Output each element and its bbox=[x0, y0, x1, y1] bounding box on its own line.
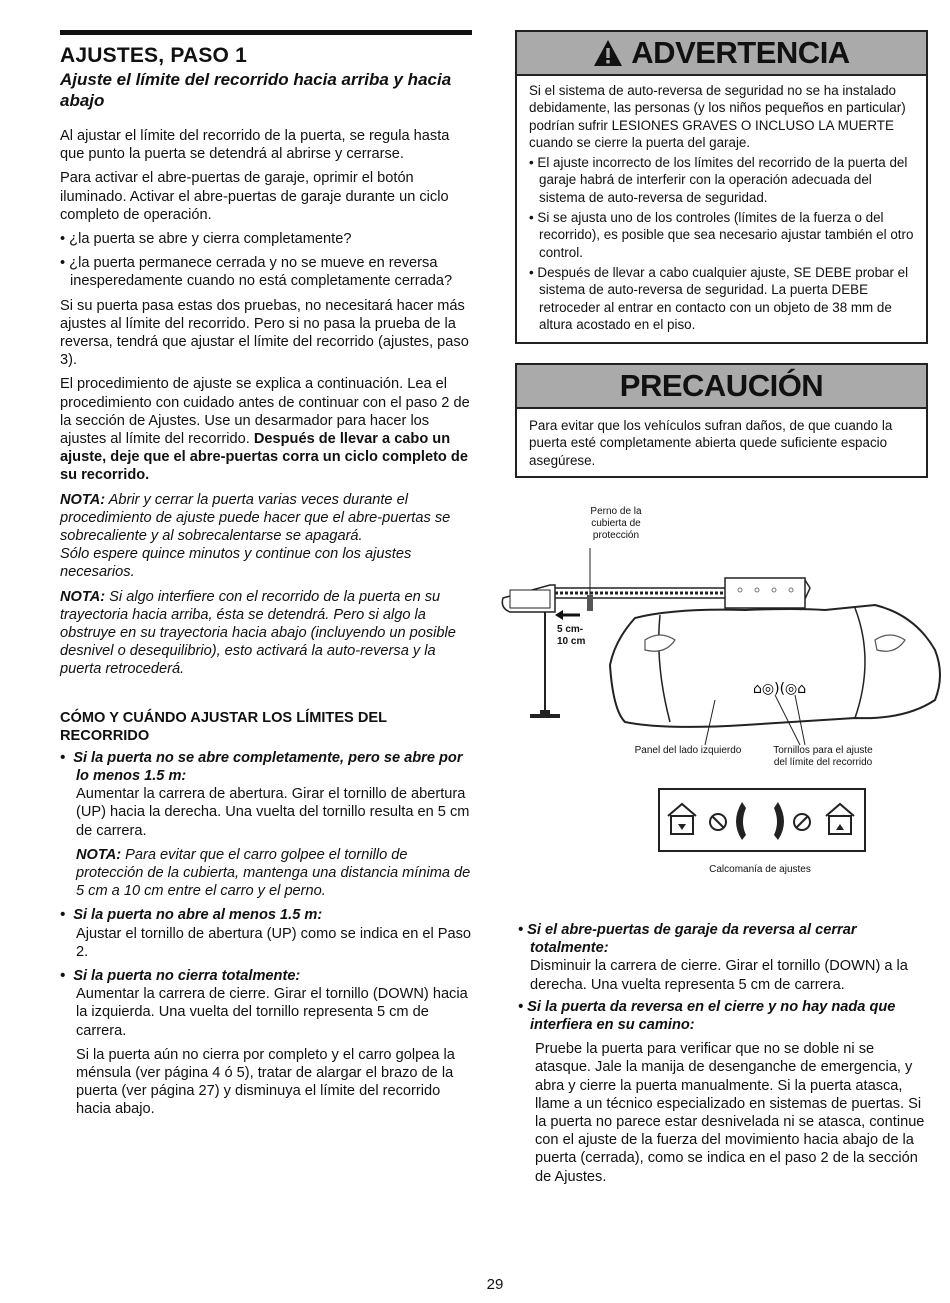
label-distance-line2: 10 cm bbox=[557, 636, 586, 647]
carriage-body bbox=[510, 590, 550, 608]
caution-title: PRECAUCIÓN bbox=[619, 368, 824, 403]
house-down-icon bbox=[668, 804, 696, 834]
page-number: 29 bbox=[486, 1276, 504, 1293]
paragraph: Para activar el abre-puertas de garaje, oprimir el botón iluminado. Activar el abre-puertas de garaje durante un ciclo completo de operación. bbox=[60, 170, 449, 223]
note-label: NOTA: bbox=[60, 491, 106, 508]
label-decal: Calcomanía de ajustes bbox=[709, 864, 811, 875]
caution-header bbox=[517, 365, 926, 409]
warning-title: ADVERTENCIA bbox=[631, 35, 850, 70]
caution-text: Para evitar que los vehículos sufran daños, de que cuando la puerta esté completamente abierta quede suficiente espacio asegúrese. bbox=[529, 418, 893, 468]
note-text: Si algo interfiere con el recorrido de la puerta en su trayectoria hacia arriba, ésta se detendrá. Pero si algo la obstruye en su trayectoria hacia abajo (incluyendo un posible desnivel o desequilibrio), esto activará la auto-reversa y la puerta retrocederá. bbox=[60, 588, 456, 678]
cover-bolt bbox=[587, 595, 593, 611]
case-heading-text: Si el abre-puertas de garaje da reversa al cerrar totalmente: bbox=[527, 922, 857, 957]
note bbox=[60, 491, 472, 582]
warning-item-text: El ajuste incorrecto de los límites del recorrido de la puerta del garaje habrá de interferir con la operación adecuada del sistema de auto-reversa de seguridad. bbox=[537, 155, 908, 205]
warning-item: • Después de llevar a cabo cualquier ajuste, SE DEBE probar el sistema de auto-reversa de seguridad. La puerta DEBE retroceder al entrar en contacto con un objeto de 38 mm de altura acostado en el piso. bbox=[529, 264, 909, 332]
screw-icon bbox=[710, 814, 726, 830]
limit-screws-icon: ⌂◎)(◎⌂ bbox=[753, 681, 807, 697]
right-bottom-text bbox=[518, 921, 928, 1186]
label-distance bbox=[557, 624, 585, 648]
case-text: Pruebe la puerta para verificar que no se doble ni se atasque. Jale la manija de desenganche de emergencia, y abra y cierre la puerta manualmente. Si la puerta atasca, llame a un técnico especializado en sistemas de puertas. Si la puerta no parece estar desnivelada ni se atasca, continue con el ajuste de la fuerza del movimiento hacia abajo de la puerta (cerrada), como se indica en el paso 2 de la sección de Ajustes. bbox=[535, 1041, 925, 1185]
left-column bbox=[60, 30, 472, 1125]
case-heading-text: Si la puerta no abre al menos 1.5 m: bbox=[73, 907, 323, 924]
bullet-item: • ¿la puerta se abre y cierra completamente? bbox=[60, 231, 352, 248]
paragraph-text: El procedimiento de ajuste se explica a continuación. Lea el procedimiento con cuidado antes de continuar con el paso 2 de la sección de Ajustes. Use un desarmador para hacer los ajustes al límite del recorrido. bbox=[60, 376, 470, 448]
distance-arrow-head bbox=[555, 610, 563, 620]
body-text bbox=[60, 127, 472, 1119]
house-up-icon bbox=[826, 804, 854, 834]
note-label: NOTA: bbox=[76, 846, 122, 863]
note-text: Abrir y cerrar la puerta varias veces durante el procedimiento de ajuste puede hacer que el abre-puertas se sobrecaliente y al sobrecalentarse se apagará. bbox=[60, 491, 451, 545]
case-text: Ajustar el tornillo de abertura (UP) como se indica en el Paso 2. bbox=[76, 925, 472, 960]
note bbox=[60, 846, 472, 901]
note-text: Sólo espere quince minutos y continue con los ajustes necesarios. bbox=[60, 546, 412, 581]
label-left-panel: Panel del lado izquierdo bbox=[634, 745, 742, 756]
warning-item-text: Si se ajusta uno de los controles (límites de la fuerza o del recorrido), es posible que sea necesario ajustar también el otro control. bbox=[537, 210, 914, 260]
case-heading-text: Si la puerta no se abre completamente, pero se abre por lo menos 1.5 m: bbox=[73, 749, 463, 784]
warning-header bbox=[517, 32, 926, 76]
subsection-heading: CÓMO Y CUÁNDO AJUSTAR LOS LÍMITES DEL RECORRIDO bbox=[60, 709, 387, 744]
case-heading: • Si la puerta da reversa en el cierre y no hay nada que interfiera en su camino: bbox=[518, 998, 896, 1034]
warning-triangle-icon bbox=[593, 39, 623, 67]
case-text: Aumentar la carrera de abertura. Girar el tornillo de abertura (UP) hacia la derecha. Una vuelta del tornillo resulta en 5 cm de carrera. bbox=[76, 786, 470, 839]
paragraph: Si su puerta pasa estas dos pruebas, no necesitará hacer más ajustes al límite del recorrido. Pero si no pasa la prueba de la reversa, tendrá que ajustar el límite del recorrido (ajustes, paso 3). bbox=[60, 297, 469, 369]
decal-symbols bbox=[660, 790, 864, 850]
caution-box bbox=[515, 363, 928, 478]
warning-item: • Si se ajusta uno de los controles (límites de la fuerza o del recorrido), es posible que sea necesario ajustar también el otro control. bbox=[529, 210, 914, 260]
case-heading-text: Si la puerta no cierra totalmente: bbox=[73, 967, 301, 984]
warning-box bbox=[515, 30, 928, 344]
bullet-item: • ¿la puerta permanece cerrada y no se mueve en reversa inesperedamente cuando no está completamente cerrada? bbox=[60, 255, 453, 290]
case-heading: • Si la puerta no se abre completamente, pero se abre por lo menos 1.5 m: bbox=[60, 749, 463, 784]
note-text: Para evitar que el carro golpee el tornillo de protección de la cubierta, mantenga una distancia mínima de 5 cm a 10 cm entre el carro y el perno. bbox=[76, 846, 471, 900]
screw-icon bbox=[794, 814, 810, 830]
note bbox=[60, 588, 472, 679]
case-text: Si la puerta aún no cierra por completo y el carro golpea la ménsula (ver página 4 ó 5), tratar de alargar el brazo de la puerta (ver página 27) y disminuya el límite del recorrido hacia abajo. bbox=[76, 1046, 455, 1118]
case-heading: • Si la puerta no abre al menos 1.5 m: bbox=[60, 907, 323, 924]
case-text: Aumentar la carrera de cierre. Girar el tornillo (DOWN) hacia la izquierda. Una vuelta del tornillo representa 5 cm de carrera. bbox=[76, 986, 468, 1039]
section-heading: AJUSTES, PASO 1 bbox=[60, 44, 247, 67]
case-heading: • Si el abre-puertas de garaje da reversa al cerrar totalmente: bbox=[518, 922, 857, 957]
label-cover-bolt: Perno de la cubierta de protección bbox=[590, 506, 642, 541]
bullet-text: ¿la puerta permanece cerrada y no se mueve en reversa inesperedamente cuando no está completamente cerrada? bbox=[69, 255, 453, 290]
label-distance-line1: 5 cm- bbox=[557, 624, 584, 635]
housing-top bbox=[725, 578, 805, 608]
adjustment-decal bbox=[658, 788, 866, 852]
door-bracket bbox=[530, 714, 560, 718]
warning-item-text: Después de llevar a cabo cualquier ajuste, SE DEBE probar el sistema de auto-reversa de seguridad. La puerta DEBE retroceder al entrar en contacto con un objeto de 38 mm de altura acostado en el piso. bbox=[537, 264, 909, 332]
case-text: Disminuir la carrera de cierre. Girar el tornillo (DOWN) a la derecha. Una vuelta representa 5 cm de carrera. bbox=[530, 958, 908, 993]
warning-text bbox=[517, 76, 926, 333]
paragraph bbox=[60, 375, 472, 484]
rotate-left-icon bbox=[736, 802, 746, 840]
note-label: NOTA: bbox=[60, 588, 106, 605]
paragraph-bold-text: Después de llevar a cabo un ajuste, deje que el abre-puertas corra un ciclo completo de su recorrido. bbox=[60, 431, 468, 484]
case-heading-text: Si la puerta da reversa en el cierre y no hay nada que interfiera en su camino: bbox=[527, 998, 896, 1034]
rotate-right-icon bbox=[774, 802, 784, 840]
top-rule bbox=[60, 30, 472, 35]
paragraph: Al ajustar el límite del recorrido de la puerta, se regula hasta que punto la puerta se detendrá al abrirse y cerrarse. bbox=[60, 128, 450, 163]
bullet-text: ¿la puerta se abre y cierra completamente? bbox=[69, 231, 352, 248]
label-limit-screws: Tornillos para el ajuste del límite del recorrido bbox=[773, 745, 873, 768]
section-subheading: Ajuste el límite del recorrido hacia arriba y hacia abajo bbox=[60, 70, 452, 110]
warning-item: • El ajuste incorrecto de los límites del recorrido de la puerta del garaje habrá de interferir con la operación adecuada del sistema de auto-reversa de seguridad. bbox=[529, 155, 908, 205]
warning-intro: Si el sistema de auto-reversa de seguridad no se ha instalado debidamente, las personas (y los niños pequeños en particular) podrían sufrir LESIONES GRAVES O INCLUSO LA MUERTE cuando se cierre la puerta del garaje. bbox=[529, 83, 906, 150]
case-heading: • Si la puerta no cierra totalmente: bbox=[60, 967, 301, 984]
